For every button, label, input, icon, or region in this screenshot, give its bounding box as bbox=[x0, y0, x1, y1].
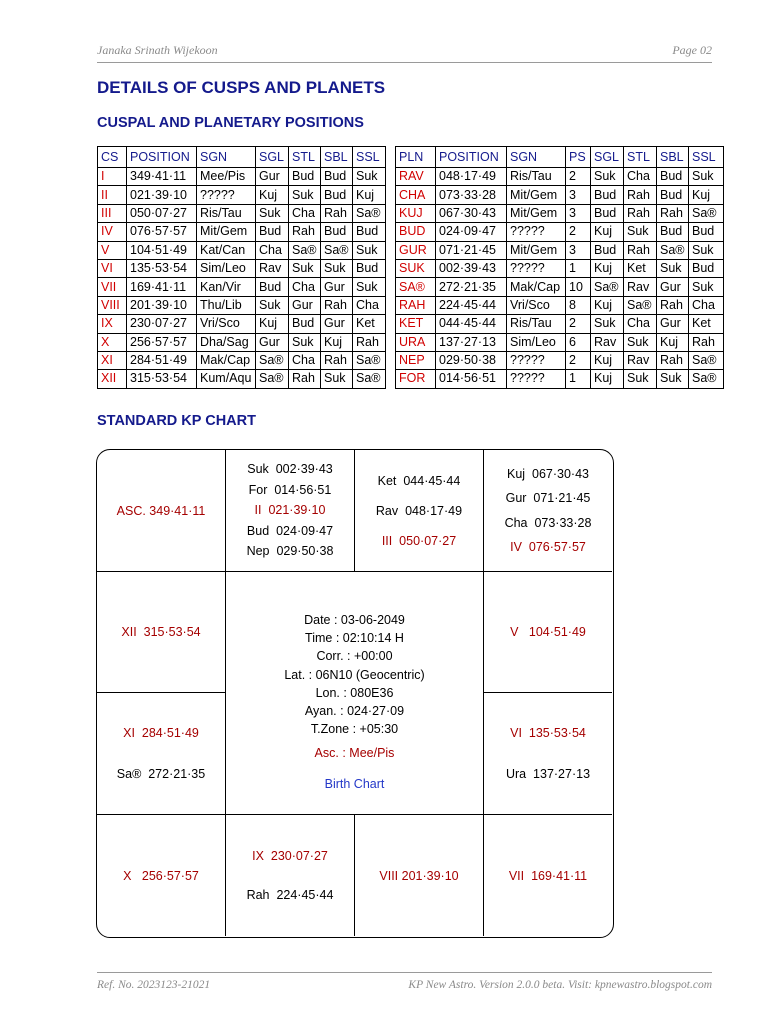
table-cell: Rav bbox=[624, 278, 657, 296]
table-cell: Suk bbox=[289, 333, 321, 351]
table-cell: Sa® bbox=[321, 241, 353, 259]
table-row bbox=[98, 315, 386, 333]
table-cell: Cha bbox=[689, 296, 724, 314]
table-cell: Bud bbox=[657, 186, 689, 204]
table-cell: 2 bbox=[566, 223, 591, 241]
planet-table bbox=[395, 146, 724, 389]
table-cell: ????? bbox=[507, 259, 566, 277]
table-cell: Rav bbox=[591, 333, 624, 351]
table-cell: 029·50·38 bbox=[436, 351, 507, 369]
cusp-label: VI bbox=[98, 259, 127, 277]
table-cell: Bud bbox=[321, 223, 353, 241]
cusp-entry: VI 135·53·54 bbox=[510, 725, 586, 740]
table-cell: Rah bbox=[624, 241, 657, 259]
table-cell: 315·53·54 bbox=[127, 370, 197, 388]
table-cell: Suk bbox=[591, 168, 624, 186]
table-row bbox=[98, 241, 386, 259]
table-row bbox=[98, 204, 386, 222]
table-cell: Ket bbox=[689, 315, 724, 333]
table-cell: Rah bbox=[289, 370, 321, 388]
cusp-entry: VIII 201·39·10 bbox=[379, 868, 459, 883]
column-header: STL bbox=[624, 147, 657, 168]
table-row bbox=[396, 351, 724, 369]
table-cell: 067·30·43 bbox=[436, 204, 507, 222]
table-cell: Gur bbox=[321, 315, 353, 333]
table-cell: Gur bbox=[321, 278, 353, 296]
table-cell: Gur bbox=[657, 278, 689, 296]
planet-label: KUJ bbox=[396, 204, 436, 222]
planet-entry: Kuj 067·30·43 bbox=[506, 466, 589, 481]
table-cell: ????? bbox=[507, 223, 566, 241]
table-cell: Kan/Vir bbox=[197, 278, 256, 296]
table-header-row bbox=[98, 147, 386, 168]
table-cell: 1 bbox=[566, 370, 591, 388]
table-cell: Sa® bbox=[353, 370, 386, 388]
table-cell: Rah bbox=[321, 204, 353, 222]
table-cell: Suk bbox=[256, 296, 289, 314]
time-correction: Corr. : +00:00 bbox=[316, 649, 393, 664]
table-cell: Ris/Tau bbox=[507, 168, 566, 186]
table-cell: Rah bbox=[624, 186, 657, 204]
table-cell: 2 bbox=[566, 315, 591, 333]
table-cell: 071·21·45 bbox=[436, 241, 507, 259]
author-name: Janaka Srinath Wijekoon bbox=[97, 43, 218, 57]
table-cell: Suk bbox=[321, 259, 353, 277]
chart-cell-aries bbox=[226, 450, 354, 571]
table-cell: 073·33·28 bbox=[436, 186, 507, 204]
table-cell: Kuj bbox=[353, 186, 386, 204]
table-cell: Ris/Tau bbox=[197, 204, 256, 222]
table-cell: Cha bbox=[289, 204, 321, 222]
table-row bbox=[98, 333, 386, 351]
column-header: SBL bbox=[657, 147, 689, 168]
column-header: POSITION bbox=[436, 147, 507, 168]
table-cell: Bud bbox=[321, 186, 353, 204]
column-header: SBL bbox=[321, 147, 353, 168]
table-row bbox=[98, 278, 386, 296]
table-cell: Bud bbox=[289, 315, 321, 333]
chart-cell-gemini bbox=[484, 450, 612, 571]
table-cell: Gur bbox=[256, 168, 289, 186]
table-cell: 024·09·47 bbox=[436, 223, 507, 241]
column-header: PS bbox=[566, 147, 591, 168]
cusp-entry: VII 169·41·11 bbox=[508, 868, 588, 883]
chart-cell-aquarius bbox=[97, 572, 225, 692]
chart-cell-libra bbox=[355, 815, 483, 936]
table-cell: 044·45·44 bbox=[436, 315, 507, 333]
table-cell: Mee/Pis bbox=[197, 168, 256, 186]
table-cell: Mit/Gem bbox=[507, 204, 566, 222]
table-row bbox=[98, 370, 386, 388]
table-cell: Sa® bbox=[256, 370, 289, 388]
table-cell: 2 bbox=[566, 351, 591, 369]
table-cell: Bud bbox=[657, 223, 689, 241]
table-cell: 10 bbox=[566, 278, 591, 296]
table-cell: Bud bbox=[256, 223, 289, 241]
column-header: SGL bbox=[591, 147, 624, 168]
table-cell: Mit/Gem bbox=[507, 186, 566, 204]
table-row bbox=[396, 370, 724, 388]
table-cell: 3 bbox=[566, 241, 591, 259]
planet-entry: Sa® 272·21·35 bbox=[116, 766, 206, 781]
positions-heading: CUSPAL AND PLANETARY POSITIONS bbox=[97, 115, 364, 131]
table-cell: Bud bbox=[591, 204, 624, 222]
table-cell: Sa® bbox=[353, 351, 386, 369]
cusp-entry: V 104·51·49 bbox=[510, 625, 586, 639]
table-row bbox=[396, 223, 724, 241]
table-cell: Suk bbox=[353, 241, 386, 259]
table-cell: Suk bbox=[689, 241, 724, 259]
table-cell: 256·57·57 bbox=[127, 333, 197, 351]
planet-entry: Ura 137·27·13 bbox=[505, 766, 591, 781]
planet-label: RAV bbox=[396, 168, 436, 186]
planet-label: RAH bbox=[396, 296, 436, 314]
table-cell: Rah bbox=[624, 204, 657, 222]
planet-label: BUD bbox=[396, 223, 436, 241]
chart-cell-leo bbox=[484, 693, 612, 814]
table-cell: Kum/Aqu bbox=[197, 370, 256, 388]
table-row bbox=[98, 296, 386, 314]
table-cell: Kuj bbox=[657, 333, 689, 351]
table-cell: 349·41·11 bbox=[127, 168, 197, 186]
table-cell: Sa® bbox=[689, 351, 724, 369]
ayanamsa: Ayan. : 024·27·09 bbox=[304, 704, 405, 719]
table-cell: Kuj bbox=[591, 259, 624, 277]
table-cell: Bud bbox=[657, 168, 689, 186]
table-cell: Vri/Sco bbox=[197, 315, 256, 333]
table-cell: Bud bbox=[591, 241, 624, 259]
table-cell: Rah bbox=[657, 351, 689, 369]
table-cell: ????? bbox=[507, 351, 566, 369]
chart-label: Birth Chart bbox=[324, 776, 385, 791]
table-cell: Gur bbox=[657, 315, 689, 333]
table-cell: Sim/Leo bbox=[197, 259, 256, 277]
table-cell: Suk bbox=[289, 259, 321, 277]
table-row bbox=[396, 241, 724, 259]
table-cell: Suk bbox=[353, 168, 386, 186]
table-cell: 2 bbox=[566, 168, 591, 186]
planet-label: GUR bbox=[396, 241, 436, 259]
table-cell: Sa® bbox=[689, 204, 724, 222]
cusp-entry: IV 076·57·57 bbox=[510, 539, 586, 554]
table-cell: 6 bbox=[566, 333, 591, 351]
cusp-label: III bbox=[98, 204, 127, 222]
table-cell: 137·27·13 bbox=[436, 333, 507, 351]
table-cell: Rah bbox=[657, 204, 689, 222]
table-cell: Mak/Cap bbox=[507, 278, 566, 296]
table-cell: Kuj bbox=[256, 186, 289, 204]
table-cell: Rah bbox=[689, 333, 724, 351]
table-cell: 169·41·11 bbox=[127, 278, 197, 296]
column-header: PLN bbox=[396, 147, 436, 168]
planet-label: URA bbox=[396, 333, 436, 351]
table-cell: Cha bbox=[353, 296, 386, 314]
chart-cell-cancer bbox=[484, 572, 612, 692]
cusp-label: I bbox=[98, 168, 127, 186]
planet-label: FOR bbox=[396, 370, 436, 388]
table-cell: Gur bbox=[289, 296, 321, 314]
table-cell: Rah bbox=[289, 223, 321, 241]
cusp-entry: IX 230·07·27 bbox=[252, 848, 328, 863]
table-cell: Kuj bbox=[321, 333, 353, 351]
table-cell: Cha bbox=[289, 278, 321, 296]
table-cell: Bud bbox=[321, 168, 353, 186]
table-cell: Cha bbox=[289, 351, 321, 369]
table-cell: Dha/Sag bbox=[197, 333, 256, 351]
table-row bbox=[98, 259, 386, 277]
table-cell: Ket bbox=[353, 315, 386, 333]
table-row bbox=[396, 204, 724, 222]
table-cell: 224·45·44 bbox=[436, 296, 507, 314]
planet-entry: Rah 224·45·44 bbox=[246, 887, 334, 902]
table-cell: Rav bbox=[624, 351, 657, 369]
table-cell: Bud bbox=[591, 186, 624, 204]
cusp-label: IX bbox=[98, 315, 127, 333]
cusp-label: VII bbox=[98, 278, 127, 296]
chart-heading: STANDARD KP CHART bbox=[97, 413, 256, 429]
time-zone: T.Zone : +05:30 bbox=[310, 722, 399, 737]
table-cell: Suk bbox=[321, 370, 353, 388]
table-cell: 284·51·49 bbox=[127, 351, 197, 369]
page-title: DETAILS OF CUSPS AND PLANETS bbox=[97, 78, 386, 97]
table-cell: Bud bbox=[256, 278, 289, 296]
planet-label: NEP bbox=[396, 351, 436, 369]
table-cell: Suk bbox=[289, 186, 321, 204]
table-cell: Vri/Sco bbox=[507, 296, 566, 314]
table-cell: Rah bbox=[321, 351, 353, 369]
cusp-label: II bbox=[98, 186, 127, 204]
footer-rule bbox=[97, 972, 712, 973]
planet-label: CHA bbox=[396, 186, 436, 204]
table-cell: Bud bbox=[289, 168, 321, 186]
planet-entry: Gur 071·21·45 bbox=[505, 491, 591, 506]
table-cell: Cha bbox=[256, 241, 289, 259]
table-cell: Cha bbox=[624, 315, 657, 333]
table-cell: 076·57·57 bbox=[127, 223, 197, 241]
planet-label: SA® bbox=[396, 278, 436, 296]
table-cell: 3 bbox=[566, 186, 591, 204]
planet-label: KET bbox=[396, 315, 436, 333]
table-row bbox=[396, 186, 724, 204]
cusp-entry: XII 315·53·54 bbox=[121, 625, 201, 639]
column-header: SSL bbox=[353, 147, 386, 168]
table-header-row bbox=[396, 147, 724, 168]
planet-label: SUK bbox=[396, 259, 436, 277]
cusp-label: XII bbox=[98, 370, 127, 388]
planet-entry: Bud 024·09·47 bbox=[246, 523, 334, 538]
planet-entry: For 014·56·51 bbox=[248, 482, 332, 497]
table-cell: Rah bbox=[657, 296, 689, 314]
chart-center-info bbox=[226, 572, 483, 814]
table-cell: Kuj bbox=[591, 370, 624, 388]
table-cell: Suk bbox=[591, 315, 624, 333]
table-cell: Sa® bbox=[689, 370, 724, 388]
table-cell: Mit/Gem bbox=[507, 241, 566, 259]
table-row bbox=[98, 186, 386, 204]
cusp-label: V bbox=[98, 241, 127, 259]
reference-number: Ref. No. 2023123-21021 bbox=[97, 979, 211, 991]
table-cell: Suk bbox=[657, 259, 689, 277]
table-cell: Sim/Leo bbox=[507, 333, 566, 351]
column-header: SGL bbox=[256, 147, 289, 168]
table-cell: Bud bbox=[353, 259, 386, 277]
table-cell: Sa® bbox=[624, 296, 657, 314]
table-cell: Sa® bbox=[591, 278, 624, 296]
table-cell: 201·39·10 bbox=[127, 296, 197, 314]
table-row bbox=[396, 315, 724, 333]
table-cell: Ket bbox=[624, 259, 657, 277]
ascendant-sign: Asc. : Mee/Pis bbox=[314, 745, 395, 760]
table-cell: Mit/Gem bbox=[197, 223, 256, 241]
cusp-entry: ASC. 349·41·11 bbox=[116, 503, 206, 518]
cusp-entry: X 256·57·57 bbox=[123, 868, 199, 883]
page-number: Page 02 bbox=[672, 43, 712, 57]
table-cell: Kuj bbox=[591, 351, 624, 369]
table-cell: Kuj bbox=[689, 186, 724, 204]
table-cell: Ris/Tau bbox=[507, 315, 566, 333]
table-cell: Kuj bbox=[591, 296, 624, 314]
table-cell: Bud bbox=[353, 223, 386, 241]
chart-cell-scorpio bbox=[226, 815, 354, 936]
table-cell: Suk bbox=[353, 278, 386, 296]
table-row bbox=[98, 351, 386, 369]
table-cell: Rav bbox=[256, 259, 289, 277]
column-header: SGN bbox=[197, 147, 256, 168]
table-cell: Thu/Lib bbox=[197, 296, 256, 314]
table-row bbox=[98, 223, 386, 241]
table-row bbox=[396, 296, 724, 314]
table-row bbox=[396, 278, 724, 296]
table-cell: 8 bbox=[566, 296, 591, 314]
chart-cell-sagittarius bbox=[97, 815, 225, 936]
table-cell: 1 bbox=[566, 259, 591, 277]
planet-entry: Ket 044·45·44 bbox=[377, 473, 461, 488]
table-cell: 048·17·49 bbox=[436, 168, 507, 186]
kp-chart bbox=[96, 449, 614, 938]
birth-time: Time : 02:10:14 H bbox=[305, 631, 404, 646]
table-row bbox=[396, 259, 724, 277]
planet-entry: Suk 002·39·43 bbox=[247, 462, 333, 477]
table-cell: 272·21·35 bbox=[436, 278, 507, 296]
table-cell: Suk bbox=[689, 278, 724, 296]
table-cell: Sa® bbox=[289, 241, 321, 259]
table-cell: Kat/Can bbox=[197, 241, 256, 259]
table-cell: Kuj bbox=[591, 223, 624, 241]
table-cell: Rah bbox=[353, 333, 386, 351]
table-cell: 021·39·10 bbox=[127, 186, 197, 204]
table-row bbox=[98, 168, 386, 186]
table-cell: Rah bbox=[321, 296, 353, 314]
table-cell: Suk bbox=[689, 168, 724, 186]
table-cell: Suk bbox=[624, 370, 657, 388]
planet-entry: Nep 029·50·38 bbox=[246, 544, 334, 559]
cusp-label: IV bbox=[98, 223, 127, 241]
column-header: POSITION bbox=[127, 147, 197, 168]
table-row bbox=[396, 168, 724, 186]
chart-cell-pisces bbox=[97, 450, 225, 571]
table-cell: 002·39·43 bbox=[436, 259, 507, 277]
chart-cell-capricorn bbox=[97, 693, 225, 814]
software-credit: KP New Astro. Version 2.0.0 beta. Visit: kpnewastro.blogspot.com bbox=[408, 979, 712, 991]
planet-entry: Cha 073·33·28 bbox=[504, 515, 592, 530]
table-cell: 230·07·27 bbox=[127, 315, 197, 333]
table-cell: 014·56·51 bbox=[436, 370, 507, 388]
table-cell: Bud bbox=[689, 223, 724, 241]
table-cell: ????? bbox=[197, 186, 256, 204]
cusp-entry: II 021·39·10 bbox=[254, 503, 326, 518]
cusp-table bbox=[97, 146, 386, 389]
table-cell: 050·07·27 bbox=[127, 204, 197, 222]
table-cell: Suk bbox=[657, 370, 689, 388]
table-cell: Sa® bbox=[256, 351, 289, 369]
table-cell: Mak/Cap bbox=[197, 351, 256, 369]
table-cell: 104·51·49 bbox=[127, 241, 197, 259]
column-header: SGN bbox=[507, 147, 566, 168]
table-cell: Gur bbox=[256, 333, 289, 351]
column-header: SSL bbox=[689, 147, 724, 168]
cusp-label: VIII bbox=[98, 296, 127, 314]
table-cell: Bud bbox=[689, 259, 724, 277]
table-row bbox=[396, 333, 724, 351]
longitude: Lon. : 080E36 bbox=[315, 685, 394, 700]
table-cell: 3 bbox=[566, 204, 591, 222]
column-header: STL bbox=[289, 147, 321, 168]
cusp-label: XI bbox=[98, 351, 127, 369]
latitude: Lat. : 06N10 (Geocentric) bbox=[284, 667, 425, 682]
chart-cell-taurus bbox=[355, 450, 483, 571]
table-cell: Suk bbox=[624, 223, 657, 241]
table-cell: 135·53·54 bbox=[127, 259, 197, 277]
column-header: CS bbox=[98, 147, 127, 168]
table-cell: Sa® bbox=[657, 241, 689, 259]
table-cell: Cha bbox=[624, 168, 657, 186]
planet-entry: Rav 048·17·49 bbox=[375, 503, 463, 518]
table-cell: Sa® bbox=[353, 204, 386, 222]
cusp-entry: XI 284·51·49 bbox=[123, 725, 199, 740]
birth-date: Date : 03-06-2049 bbox=[304, 613, 405, 627]
chart-cell-virgo bbox=[484, 815, 612, 936]
table-cell: Suk bbox=[624, 333, 657, 351]
cusp-label: X bbox=[98, 333, 127, 351]
table-cell: Suk bbox=[256, 204, 289, 222]
header-rule bbox=[97, 62, 712, 63]
table-cell: ????? bbox=[507, 370, 566, 388]
cusp-entry: III 050·07·27 bbox=[381, 533, 457, 548]
table-cell: Kuj bbox=[256, 315, 289, 333]
